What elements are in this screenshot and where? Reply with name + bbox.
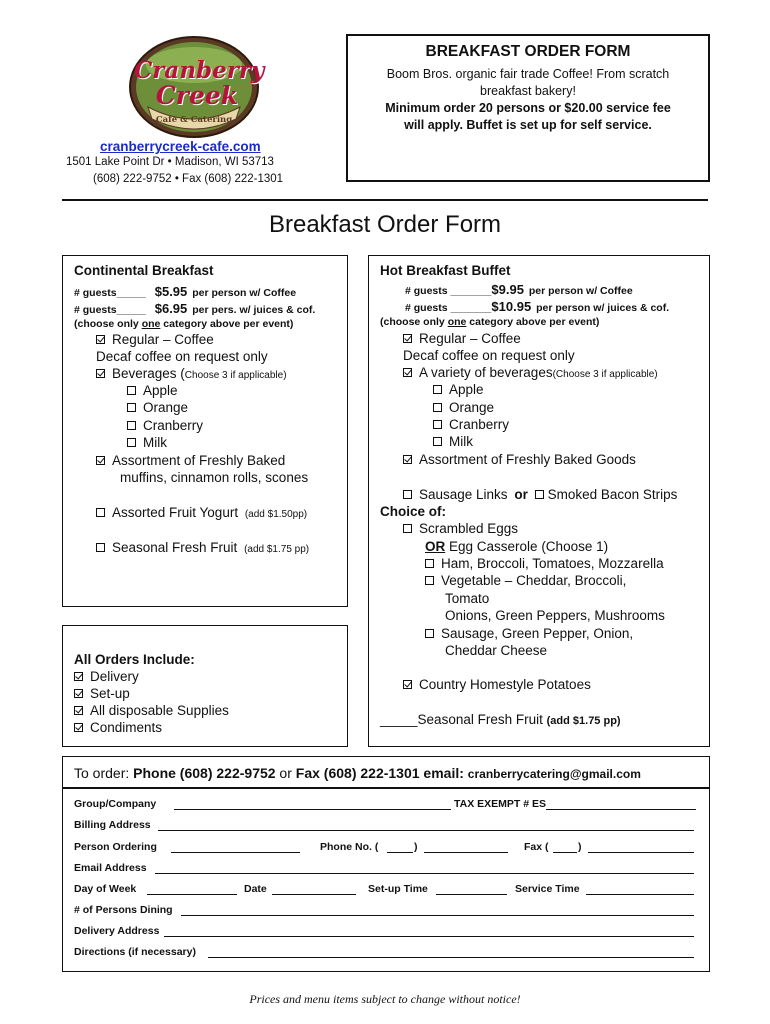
continental-box bbox=[62, 255, 348, 607]
divider bbox=[62, 199, 708, 201]
hot-guests-2 bbox=[405, 299, 669, 314]
fruit-price: (add $1.75 pp) bbox=[244, 544, 310, 555]
continental-guests-2 bbox=[74, 301, 315, 316]
include-delivery bbox=[74, 669, 139, 684]
logo-text-line1: Cranberry bbox=[134, 57, 265, 84]
date-field[interactable] bbox=[272, 894, 356, 895]
option-label: Country Homestyle Potatoes bbox=[419, 677, 591, 692]
persons-dining-label: # of Persons Dining bbox=[74, 904, 173, 916]
order-email[interactable]: cranberrycatering@gmail.com bbox=[467, 767, 641, 781]
price-desc: per pers. w/ juices & cof. bbox=[192, 304, 316, 316]
option-label: Ham, Broccoli, Tomatoes, Mozzarella bbox=[441, 556, 664, 571]
option-label: Sausage Links bbox=[419, 487, 508, 502]
email-label: email: bbox=[419, 765, 468, 781]
checkbox[interactable] bbox=[96, 508, 105, 517]
checkbox-checked[interactable] bbox=[96, 369, 105, 378]
billing-address-field[interactable] bbox=[158, 830, 694, 831]
include-label: All disposable Supplies bbox=[90, 703, 229, 718]
to-order-line bbox=[74, 765, 641, 781]
choose-one: one bbox=[141, 318, 161, 330]
choose-post: category above per event) bbox=[160, 318, 294, 330]
tax-exempt-field[interactable] bbox=[546, 809, 696, 810]
delivery-address-label: Delivery Address bbox=[74, 925, 160, 937]
checkbox[interactable] bbox=[127, 438, 136, 447]
option-beverages[interactable] bbox=[403, 365, 658, 380]
tax-exempt-label: TAX EXEMPT # ES bbox=[454, 798, 546, 810]
casserole-vegetable-cont-1: Tomato bbox=[445, 591, 490, 606]
logo-banner: Cafe & Catering bbox=[155, 115, 233, 125]
email-address-field[interactable] bbox=[155, 873, 694, 874]
checkbox[interactable] bbox=[433, 420, 442, 429]
includes-title: All Orders Include: bbox=[74, 652, 195, 667]
phone-number-label: Phone No. ( bbox=[320, 841, 379, 853]
include-supplies bbox=[74, 703, 229, 718]
checkbox-checked[interactable] bbox=[96, 335, 105, 344]
includes-box bbox=[62, 625, 348, 747]
option-potatoes[interactable] bbox=[403, 677, 591, 692]
order-form-box bbox=[62, 756, 710, 972]
option-label: Scrambled Eggs bbox=[419, 521, 519, 536]
option-yogurt[interactable] bbox=[96, 505, 307, 520]
yogurt-price: (add $1.50pp) bbox=[244, 509, 308, 520]
option-baked-goods[interactable] bbox=[403, 452, 636, 467]
option-casserole-sausage[interactable] bbox=[425, 626, 633, 641]
service-time-field[interactable] bbox=[586, 894, 694, 895]
date-label: Date bbox=[244, 883, 267, 895]
checkbox[interactable] bbox=[535, 490, 544, 499]
address: 1501 Lake Point Dr • Madison, WI 53713 bbox=[66, 156, 274, 168]
checkbox[interactable] bbox=[425, 576, 434, 585]
choice-of-label: Choice of: bbox=[380, 504, 446, 519]
hot-title: Hot Breakfast Buffet bbox=[380, 263, 511, 278]
phone-area-field[interactable] bbox=[387, 852, 413, 853]
continental-choose-note bbox=[74, 318, 293, 330]
phone-fax: (608) 222-9752 • Fax (608) 222-1301 bbox=[93, 173, 284, 185]
person-ordering-label: Person Ordering bbox=[74, 841, 157, 853]
casserole-sausage-cont: Cheddar Cheese bbox=[445, 643, 548, 658]
guests-label: # guests_____ bbox=[74, 304, 146, 316]
day-of-week-label: Day of Week bbox=[74, 883, 137, 895]
option-baked-goods[interactable] bbox=[96, 453, 285, 468]
fax-paren: ) bbox=[578, 841, 582, 853]
option-casserole-vegetable[interactable] bbox=[425, 573, 626, 588]
hot-choose-note bbox=[380, 316, 599, 328]
checkbox-checked[interactable] bbox=[403, 455, 412, 464]
option-label: A variety of beverages bbox=[419, 365, 553, 380]
casserole-heading bbox=[425, 539, 608, 554]
option-fresh-fruit[interactable] bbox=[380, 712, 621, 727]
option-label: Apple bbox=[449, 382, 484, 397]
header-desc-1: Boom Bros. organic fair trade Coffee! From scratch bbox=[386, 67, 670, 81]
checkbox-checked bbox=[74, 723, 83, 732]
checkbox[interactable] bbox=[433, 403, 442, 412]
option-fresh-fruit[interactable] bbox=[96, 540, 309, 555]
directions-label: Directions (if necessary) bbox=[74, 946, 196, 958]
setup-time-field[interactable] bbox=[436, 894, 507, 895]
choose-post: category above per event) bbox=[466, 316, 600, 328]
option-label: Assorted Fruit Yogurt bbox=[112, 505, 239, 520]
option-scrambled-eggs[interactable] bbox=[403, 521, 518, 536]
option-label: Assortment of Freshly Baked Goods bbox=[419, 452, 636, 467]
website-link[interactable]: cranberrycreek-cafe.com bbox=[100, 139, 261, 154]
group-company-field[interactable] bbox=[174, 809, 451, 810]
choose-pre: (choose only bbox=[380, 316, 448, 328]
option-label: Cranberry bbox=[449, 417, 510, 432]
setup-time-label: Set-up Time bbox=[368, 883, 428, 895]
price-desc: per person w/ juices & cof. bbox=[536, 302, 670, 314]
price-desc: per person w/ Coffee bbox=[192, 287, 297, 299]
option-milk[interactable] bbox=[433, 434, 473, 449]
fax-area-field[interactable] bbox=[553, 852, 577, 853]
option-label: Assortment of Freshly Baked bbox=[112, 453, 286, 468]
option-label: Smoked Bacon Strips bbox=[547, 487, 678, 502]
option-regular-coffee[interactable] bbox=[403, 331, 521, 346]
group-company-label: Group/Company bbox=[74, 798, 157, 810]
order-fax[interactable]: Fax (608) 222-1301 bbox=[295, 765, 420, 781]
checkbox-checked bbox=[74, 706, 83, 715]
checkbox[interactable] bbox=[127, 421, 136, 430]
option-apple[interactable] bbox=[433, 382, 484, 397]
include-condiments bbox=[74, 720, 162, 735]
page-title: Breakfast Order Form bbox=[268, 211, 502, 238]
checkbox-checked[interactable] bbox=[403, 680, 412, 689]
option-label: Sausage, Green Pepper, Onion, bbox=[441, 626, 634, 641]
beverage-note: Choose 3 if applicable) bbox=[184, 370, 287, 381]
checkbox[interactable] bbox=[127, 403, 136, 412]
header-minimum-2: will apply. Buffet is set up for self service. bbox=[404, 118, 652, 132]
casserole-label: Egg Casserole (Choose 1) bbox=[449, 539, 609, 554]
price-desc: per person w/ Coffee bbox=[528, 285, 633, 297]
header-minimum-1: Minimum order 20 persons or $20.00 service fee bbox=[385, 101, 671, 115]
checkbox-checked bbox=[74, 672, 83, 681]
choose-pre: (choose only bbox=[74, 318, 142, 330]
logo bbox=[128, 35, 265, 140]
continental-title: Continental Breakfast bbox=[74, 263, 214, 278]
decaf-note: Decaf coffee on request only bbox=[403, 348, 575, 363]
option-beverages[interactable] bbox=[96, 366, 287, 381]
checkbox-checked[interactable] bbox=[403, 368, 412, 377]
option-label: Milk bbox=[449, 434, 473, 449]
option-orange[interactable] bbox=[433, 400, 494, 415]
person-ordering-field[interactable] bbox=[171, 852, 300, 853]
guests-label: # guests_____ bbox=[74, 287, 146, 299]
include-label: Set-up bbox=[90, 686, 130, 701]
price: $9.95 bbox=[491, 282, 524, 297]
footer-note: Prices and menu items subject to change without notice! bbox=[249, 992, 521, 1006]
option-label: Vegetable – Cheddar, Broccoli, bbox=[441, 573, 627, 588]
option-label: Seasonal Fresh Fruit bbox=[112, 540, 238, 555]
or-label: or bbox=[514, 487, 528, 502]
to-order-label: To order: bbox=[74, 765, 134, 781]
fruit-blank[interactable]: _____ bbox=[380, 712, 418, 727]
checkbox-checked[interactable] bbox=[403, 334, 412, 343]
guests-label: # guests _______ bbox=[405, 302, 492, 314]
option-label: Orange bbox=[143, 400, 189, 415]
option-label: Cranberry bbox=[143, 418, 204, 433]
order-phone[interactable]: Phone (608) 222-9752 bbox=[133, 765, 276, 781]
or-label: or bbox=[275, 765, 296, 781]
option-apple[interactable] bbox=[127, 383, 178, 398]
include-label: Condiments bbox=[90, 720, 163, 735]
fax-number-field[interactable] bbox=[588, 852, 694, 853]
beverage-note: (Choose 3 if applicable) bbox=[552, 369, 658, 380]
option-label: Seasonal Fresh Fruit bbox=[417, 712, 543, 727]
price: $10.95 bbox=[491, 299, 532, 314]
directions-field[interactable] bbox=[208, 957, 694, 958]
header-desc-2: breakfast bakery! bbox=[480, 84, 576, 98]
fruit-price: (add $1.75 pp) bbox=[546, 715, 621, 727]
checkbox-checked[interactable] bbox=[96, 456, 105, 465]
option-cranberry[interactable] bbox=[433, 417, 509, 432]
checkbox[interactable] bbox=[425, 559, 434, 568]
option-casserole-ham[interactable] bbox=[425, 556, 664, 571]
option-label: Orange bbox=[449, 400, 495, 415]
include-setup bbox=[74, 686, 130, 701]
include-label: Delivery bbox=[90, 669, 139, 684]
checkbox[interactable] bbox=[425, 629, 434, 638]
checkbox[interactable] bbox=[127, 386, 136, 395]
option-label: Beverages ( bbox=[112, 366, 185, 381]
price: $5.95 bbox=[154, 284, 188, 299]
checkbox-checked bbox=[74, 689, 83, 698]
email-address-label: Email Address bbox=[74, 862, 147, 874]
service-time-label: Service Time bbox=[515, 883, 580, 895]
checkbox[interactable] bbox=[96, 543, 105, 552]
or-label: OR bbox=[425, 539, 446, 554]
persons-dining-field[interactable] bbox=[181, 915, 694, 916]
choose-one: one bbox=[447, 316, 467, 328]
option-milk[interactable] bbox=[127, 435, 167, 450]
header-title: BREAKFAST ORDER FORM bbox=[425, 43, 631, 60]
checkbox[interactable] bbox=[403, 524, 412, 533]
option-label: Regular – Coffee bbox=[112, 332, 214, 347]
order-divider bbox=[63, 787, 709, 789]
guests-label: # guests _______ bbox=[405, 285, 492, 297]
option-label: Regular – Coffee bbox=[419, 331, 521, 346]
phone-number-field[interactable] bbox=[424, 852, 508, 853]
baked-goods-detail: muffins, cinnamon rolls, scones bbox=[120, 470, 309, 485]
option-label: Milk bbox=[143, 435, 167, 450]
hot-guests-1 bbox=[405, 282, 633, 297]
option-label: Apple bbox=[143, 383, 178, 398]
option-meat[interactable] bbox=[403, 487, 677, 502]
checkbox[interactable] bbox=[403, 490, 412, 499]
option-cranberry[interactable] bbox=[127, 418, 203, 433]
phone-paren: ) bbox=[414, 841, 418, 853]
delivery-address-field[interactable] bbox=[164, 936, 694, 937]
logo-text-line2: Creek bbox=[155, 81, 239, 110]
checkbox[interactable] bbox=[433, 385, 442, 394]
price: $6.95 bbox=[154, 301, 188, 316]
billing-address-label: Billing Address bbox=[74, 819, 151, 831]
casserole-vegetable-cont-2: Onions, Green Peppers, Mushrooms bbox=[445, 608, 665, 623]
decaf-note: Decaf coffee on request only bbox=[96, 349, 268, 364]
fax-label: Fax ( bbox=[524, 841, 549, 853]
option-orange[interactable] bbox=[127, 400, 188, 415]
hot-breakfast-box bbox=[368, 255, 710, 747]
option-regular-coffee[interactable] bbox=[96, 332, 214, 347]
header-box bbox=[346, 34, 710, 182]
checkbox[interactable] bbox=[433, 437, 442, 446]
day-of-week-field[interactable] bbox=[147, 894, 237, 895]
continental-guests-1 bbox=[74, 284, 296, 299]
